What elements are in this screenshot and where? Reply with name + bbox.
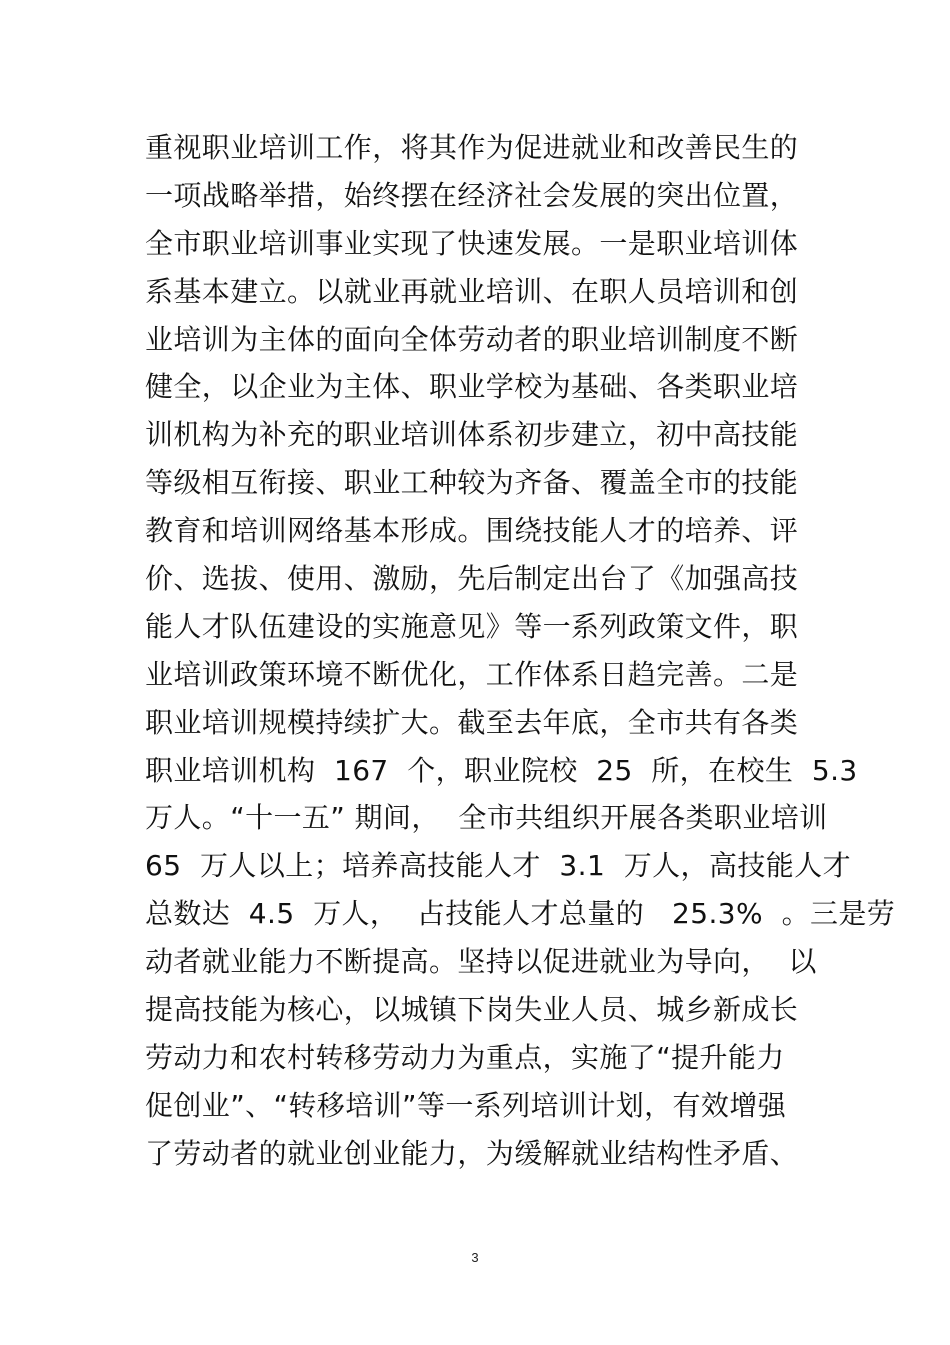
- text-line: 全市职业培训事业实现了快速发展。一是职业培训体: [145, 226, 799, 260]
- text-line: 职业培训规模持续扩大。截至去年底，全市共有各类: [145, 705, 799, 739]
- text-line: 训机构为补充的职业培训体系初步建立，初中高技能: [145, 418, 799, 452]
- text-line: 能人才队伍建设的实施意见》等一系列政策文件，职: [145, 609, 799, 643]
- text-line: 教育和培训网络基本形成。围绕技能人才的培养、评: [145, 514, 799, 548]
- text-line: 了劳动者的就业创业能力，为缓解就业结构性矛盾、: [145, 1136, 799, 1170]
- text-line: 业培训为主体的面向全体劳动者的职业培训制度不断: [145, 322, 799, 356]
- text-line: 重视职业培训工作，将其作为促进就业和改善民生的: [145, 131, 799, 164]
- text-line: 健全，以企业为主体、职业学校为基础、各类职业培: [145, 370, 799, 404]
- text-line: 业培训政策环境不断优化，工作体系日趋完善。二是: [145, 657, 799, 691]
- text-line: 劳动力和农村转移劳动力为重点，实施了“提升能力: [145, 1040, 785, 1074]
- text-line: 促创业”、“转移培训”等一系列培训计划，有效增强: [145, 1088, 787, 1122]
- text-line: 65 万人以上；培养高技能人才 3.1 万人，高技能人才: [145, 849, 851, 883]
- body-text: [145, 128, 896, 1182]
- text-line: 系基本建立。以就业再就业培训、在职人员培训和创: [145, 274, 799, 308]
- text-line: 职业培训机构 167 个，职业院校 25 所，在校生 5.3: [145, 753, 858, 787]
- page-number: 3: [471, 1250, 479, 1265]
- text-line: 价、选拔、使用、激励，先后制定出台了《加强高技: [145, 562, 799, 596]
- text-line: 万人。“十一五” 期间， 全市共组织开展各类职业培训: [145, 801, 828, 835]
- text-line: 总数达 4.5 万人， 占技能人才总量的 25.3% 。三是劳: [145, 897, 896, 931]
- text-line: 动者就业能力不断提高。坚持以促进就业为导向， 以: [145, 945, 817, 979]
- text-line: 提高技能为核心，以城镇下岗失业人员、城乡新成长: [145, 993, 799, 1027]
- text-line: 一项战略举措，始终摆在经济社会发展的突出位置，: [145, 178, 799, 212]
- text-line: 等级相互衔接、职业工种较为齐备、覆盖全市的技能: [145, 466, 799, 500]
